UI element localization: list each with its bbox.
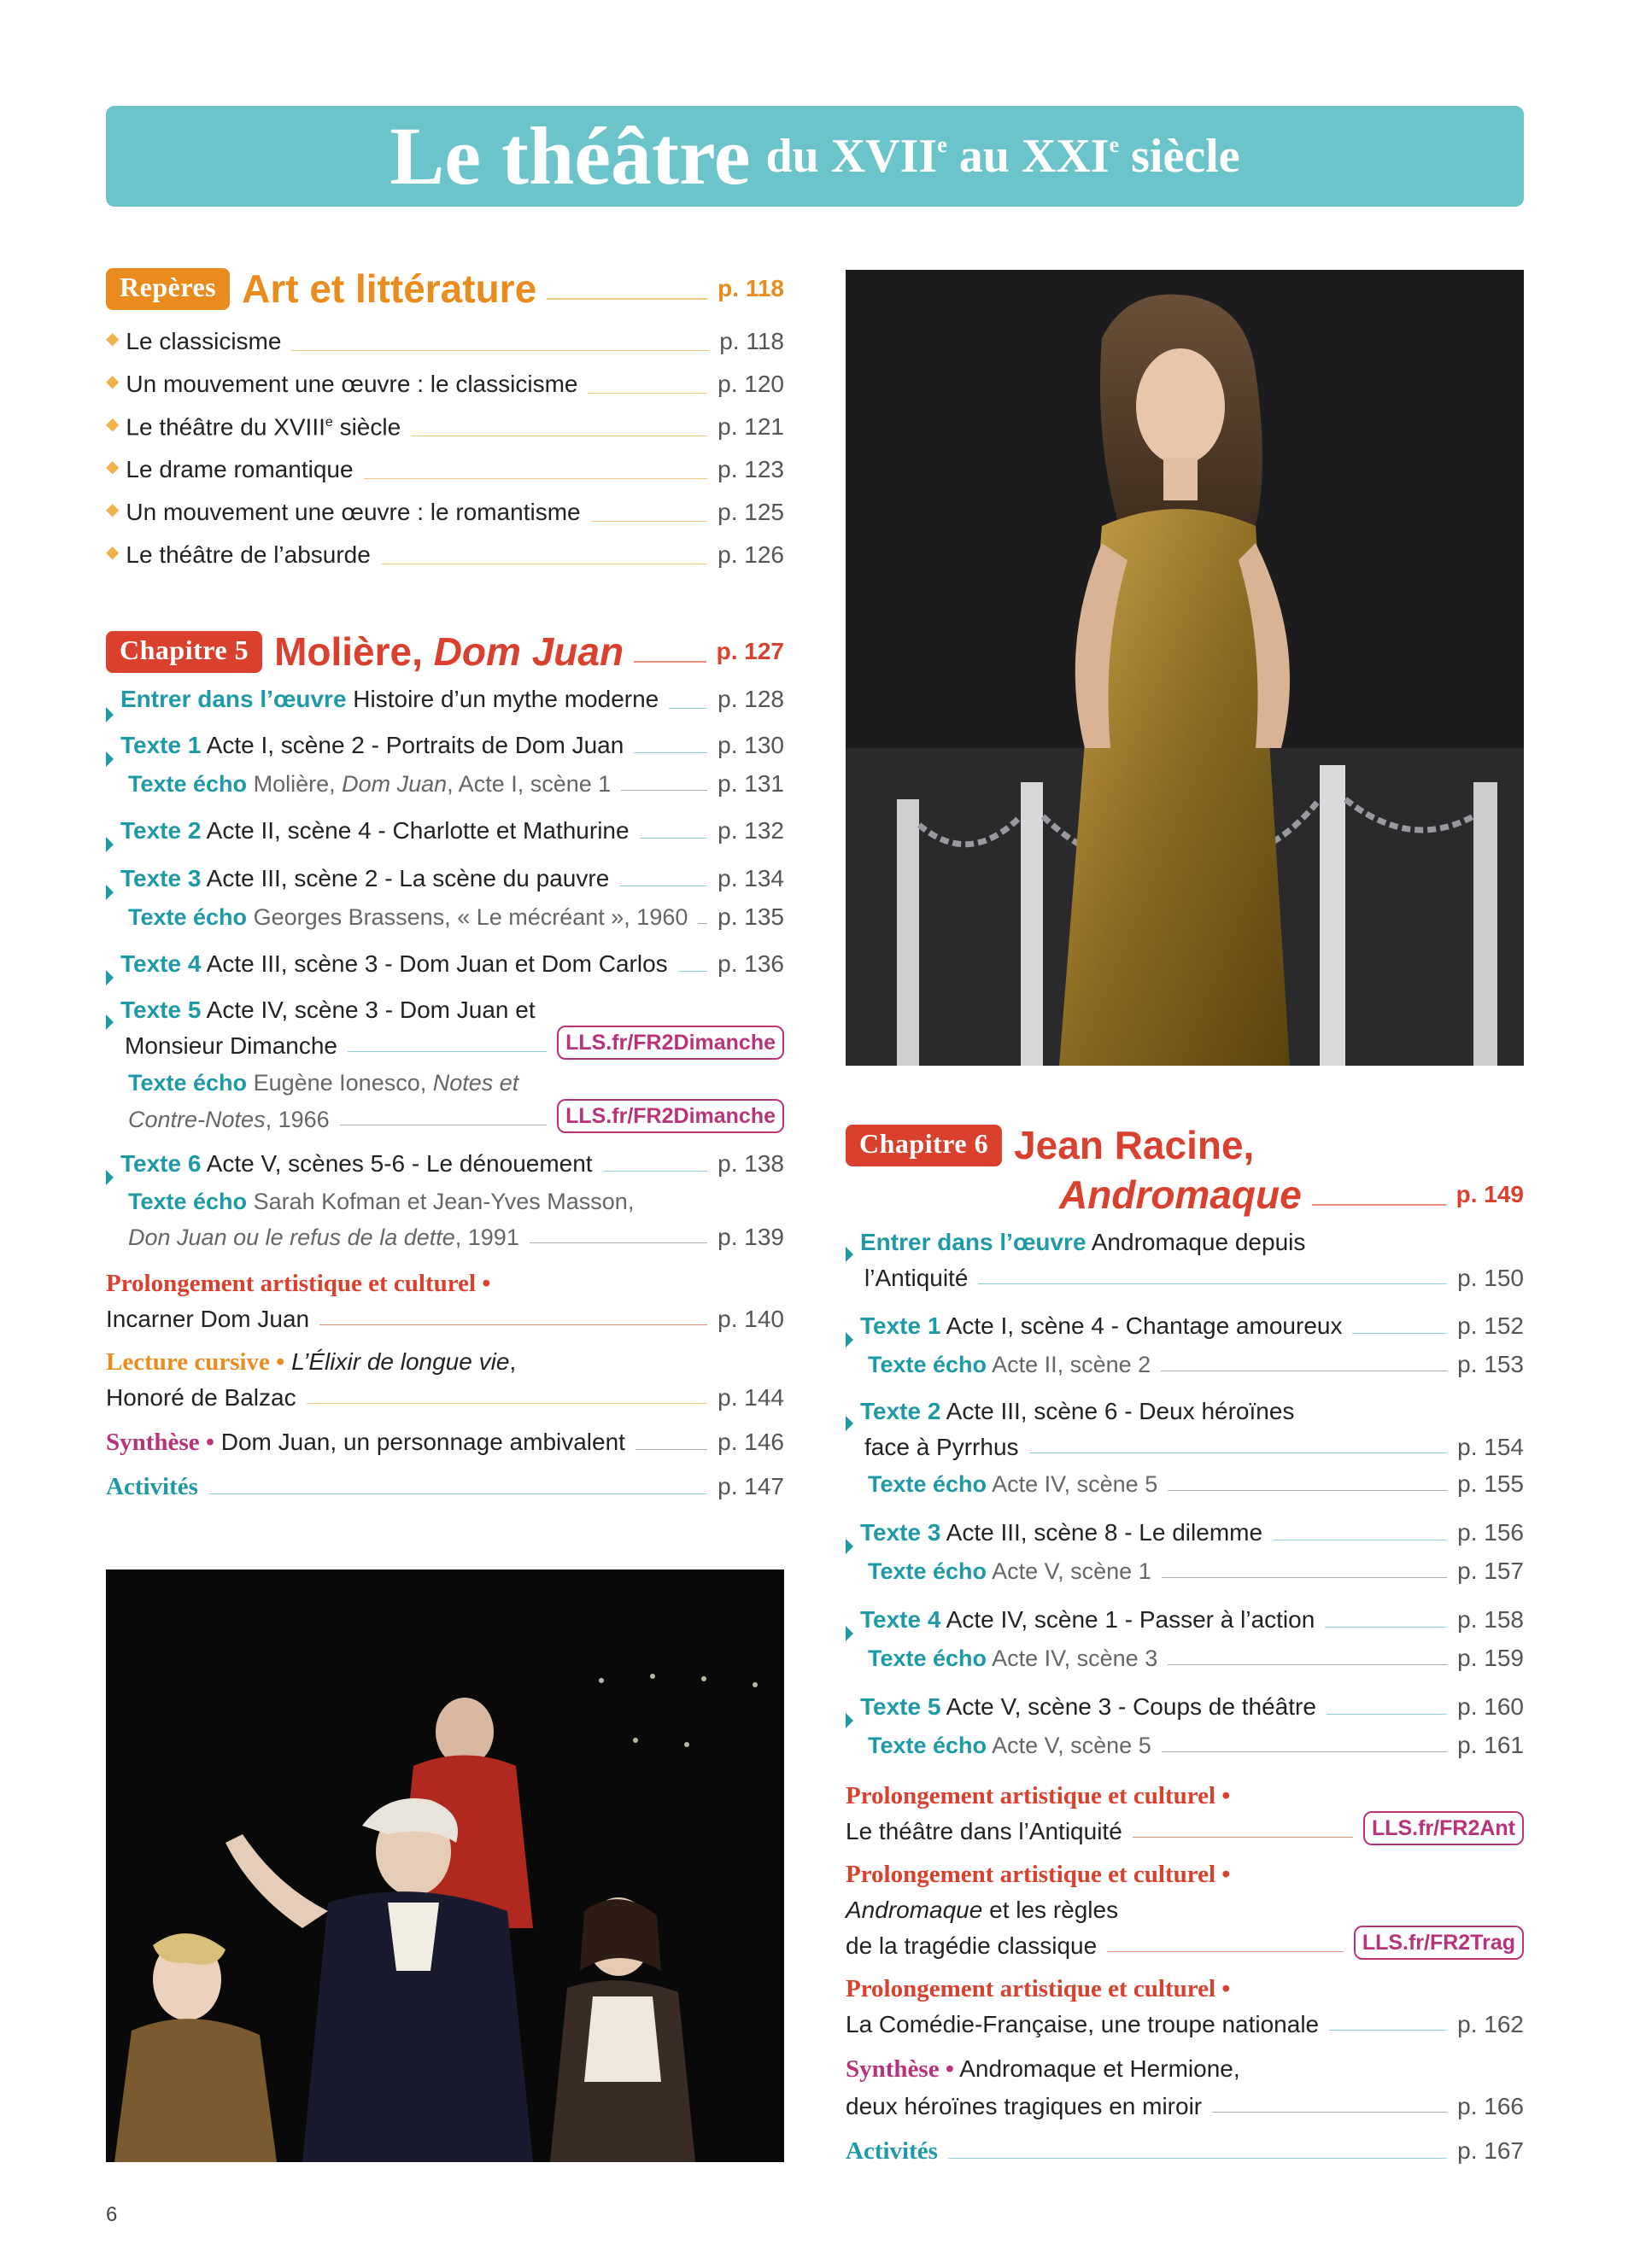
lls-link[interactable]: LLS.fr/FR2Dimanche — [557, 1026, 784, 1060]
toc-entry[interactable]: Texte écho Molière, Dom Juan, Acte I, scène 1 p. 131 — [128, 770, 784, 797]
chapter5-badge: Chapitre 5 — [106, 631, 262, 673]
chapter5-title: Molière, Dom Juan — [274, 629, 624, 674]
reperes-badge: Repères — [106, 268, 230, 310]
chapter5-header: Chapitre 5 Molière, Dom Juan p. 127 — [106, 627, 784, 676]
triangle-bullet-icon — [106, 1014, 114, 1030]
banner-title: Le théâtre — [390, 110, 751, 202]
toc-entry[interactable]: Texte 1 Acte I, scène 2 - Portraits de Dom Juan p. 130 — [106, 726, 784, 765]
toc-entry[interactable]: Texte 1 Acte I, scène 4 - Chantage amoureux p. 152 — [846, 1306, 1524, 1346]
triangle-bullet-icon — [846, 1416, 853, 1431]
chapter6-section — [846, 1120, 1524, 2171]
reperes-section — [106, 264, 784, 576]
toc-entry[interactable]: Texte écho Sarah Kofman et Jean-Yves Masson, Don Juan ou le refus de la dette, 1991 p. 139 — [128, 1189, 784, 1250]
stage-photo-dom-juan — [106, 1569, 784, 2162]
toc-entry[interactable]: Texte écho Acte II, scène 2 p. 153 — [868, 1351, 1524, 1377]
toc-entry[interactable]: Texte écho Acte IV, scène 5 p. 155 — [868, 1470, 1524, 1497]
triangle-bullet-icon — [106, 885, 114, 900]
toc-entry[interactable]: Texte écho Acte IV, scène 3 p. 159 — [868, 1645, 1524, 1671]
toc-entry[interactable]: Synthèse • Dom Juan, un personnage ambivalent p. 146 — [106, 1429, 784, 1456]
toc-entry[interactable]: Texte 5 Acte IV, scène 3 - Dom Juan et Monsieur Dimanche LLS.fr/FR2Dimanche — [106, 992, 784, 1064]
toc-entry[interactable]: ◆ Un mouvement une œuvre : le romantisme p. 125 — [106, 491, 784, 534]
toc-entry[interactable]: Texte 3 Acte III, scène 2 - La scène du pauvre p. 134 — [106, 859, 784, 898]
toc-entry[interactable]: Texte 2 Acte II, scène 4 - Charlotte et Mathurine p. 132 — [106, 811, 784, 850]
toc-entry[interactable]: Texte écho Acte V, scène 5 p. 161 — [868, 1732, 1524, 1758]
lls-link[interactable]: LLS.fr/FR2Dimanche — [557, 1099, 784, 1133]
chapter6-header-line2: Andromaque p. 149 — [1059, 1172, 1524, 1217]
photo-illustration — [106, 1569, 784, 2162]
lls-link[interactable]: LLS.fr/FR2Ant — [1363, 1811, 1524, 1845]
toc-entry[interactable]: Texte 4 Acte IV, scène 1 - Passer à l’action p. 158 — [846, 1600, 1524, 1640]
triangle-bullet-icon — [846, 1626, 853, 1641]
triangle-bullet-icon — [846, 1713, 853, 1728]
toc-entry[interactable]: Prolongement artistique et culturel • Andromaque et les règles de la tragédie classique LLS.fr/FR2Trag — [846, 1856, 1524, 1964]
diamond-bullet-icon: ◆ — [106, 330, 120, 348]
toc-entry[interactable]: Texte écho Eugène Ionesco, Notes et Contre-Notes, 1966 LLS.fr/FR2Dimanche — [106, 1064, 784, 1137]
page-number: 6 — [106, 2203, 118, 2226]
diamond-bullet-icon: ◆ — [106, 372, 120, 391]
diamond-bullet-icon: ◆ — [106, 458, 120, 476]
triangle-bullet-icon — [106, 970, 114, 985]
toc-entry[interactable]: Texte 3 Acte III, scène 8 - Le dilemme p. 156 — [846, 1513, 1524, 1552]
chapter6-title-line1: Jean Racine, — [1014, 1123, 1255, 1167]
triangle-bullet-icon — [106, 1170, 114, 1185]
triangle-bullet-icon — [846, 1539, 853, 1554]
toc-entry[interactable]: Texte 5 Acte V, scène 3 - Coups de théâtre p. 160 — [846, 1687, 1524, 1727]
title-banner — [106, 106, 1524, 207]
toc-entry[interactable]: Entrer dans l’œuvre Andromaque depuis l’Antiquité p. 150 — [846, 1225, 1524, 1296]
triangle-bullet-icon — [106, 837, 114, 852]
toc-entry[interactable]: ◆ Le classicisme p. 118 — [106, 320, 784, 363]
triangle-bullet-icon — [106, 707, 114, 722]
banner-subtitle: du XVIIe au XXIe siècle — [765, 130, 1240, 183]
leader — [547, 298, 707, 300]
triangle-bullet-icon — [846, 1332, 853, 1347]
photo-illustration — [846, 270, 1524, 1066]
toc-entry[interactable]: Texte écho Georges Brassens, « Le mécréant », 1960 p. 135 — [128, 903, 784, 930]
toc-entry[interactable]: Prolongement artistique et culturel • Incarner Dom Juan p. 140 — [106, 1270, 784, 1332]
toc-entry[interactable]: Texte 2 Acte III, scène 6 - Deux héroïnes face à Pyrrhus p. 154 — [846, 1394, 1524, 1465]
toc-entry[interactable]: Prolongement artistique et culturel • La Comédie-Française, une troupe nationale p. 162 — [846, 1975, 1524, 2037]
toc-entry[interactable]: Entrer dans l’œuvre Histoire d’un mythe moderne p. 128 — [106, 678, 784, 721]
triangle-bullet-icon — [846, 1247, 853, 1262]
toc-entry[interactable]: Texte écho Acte V, scène 1 p. 157 — [868, 1558, 1524, 1584]
stage-photo-andromaque — [846, 270, 1524, 1066]
chapter6-header — [846, 1120, 1524, 1170]
toc-entry[interactable]: Lecture cursive • L’Élixir de longue vie, Honoré de Balzac p. 144 — [106, 1348, 784, 1411]
page-ref: p. 118 — [718, 275, 784, 301]
chapter6-badge: Chapitre 6 — [846, 1125, 1002, 1166]
lls-link[interactable]: LLS.fr/FR2Trag — [1354, 1926, 1524, 1960]
toc-entry[interactable]: Activités p. 147 — [106, 1473, 784, 1500]
reperes-title: Art et littérature — [242, 266, 537, 311]
triangle-bullet-icon — [106, 751, 114, 767]
diamond-bullet-icon: ◆ — [106, 415, 120, 434]
reperes-header — [106, 264, 784, 313]
toc-entry[interactable]: Activités p. 167 — [846, 2137, 1524, 2165]
diamond-bullet-icon: ◆ — [106, 543, 120, 562]
toc-entry[interactable]: ◆ Un mouvement une œuvre : le classicisme p. 120 — [106, 363, 784, 406]
toc-entry[interactable]: Prolongement artistique et culturel • Le théâtre dans l’Antiquité LLS.fr/FR2Ant — [846, 1778, 1524, 1850]
toc-entry[interactable]: ◆ Le drame romantique p. 123 — [106, 448, 784, 491]
chapter5-section — [106, 627, 784, 1506]
chapter6-title-line2: Andromaque — [1059, 1172, 1302, 1217]
toc-entry[interactable]: ◆ Le théâtre du XVIIIe siècle p. 121 — [106, 406, 784, 448]
toc-entry[interactable]: Texte 4 Acte III, scène 3 - Dom Juan et Dom Carlos p. 136 — [106, 944, 784, 984]
toc-entry[interactable]: Synthèse • Andromaque et Hermione, deux héroïnes tragiques en miroir p. 166 — [846, 2055, 1524, 2119]
toc-entry[interactable]: ◆ Le théâtre de l’absurde p. 126 — [106, 534, 784, 576]
toc-entry[interactable]: Texte 6 Acte V, scènes 5-6 - Le dénouement p. 138 — [106, 1144, 784, 1184]
diamond-bullet-icon: ◆ — [106, 500, 120, 519]
